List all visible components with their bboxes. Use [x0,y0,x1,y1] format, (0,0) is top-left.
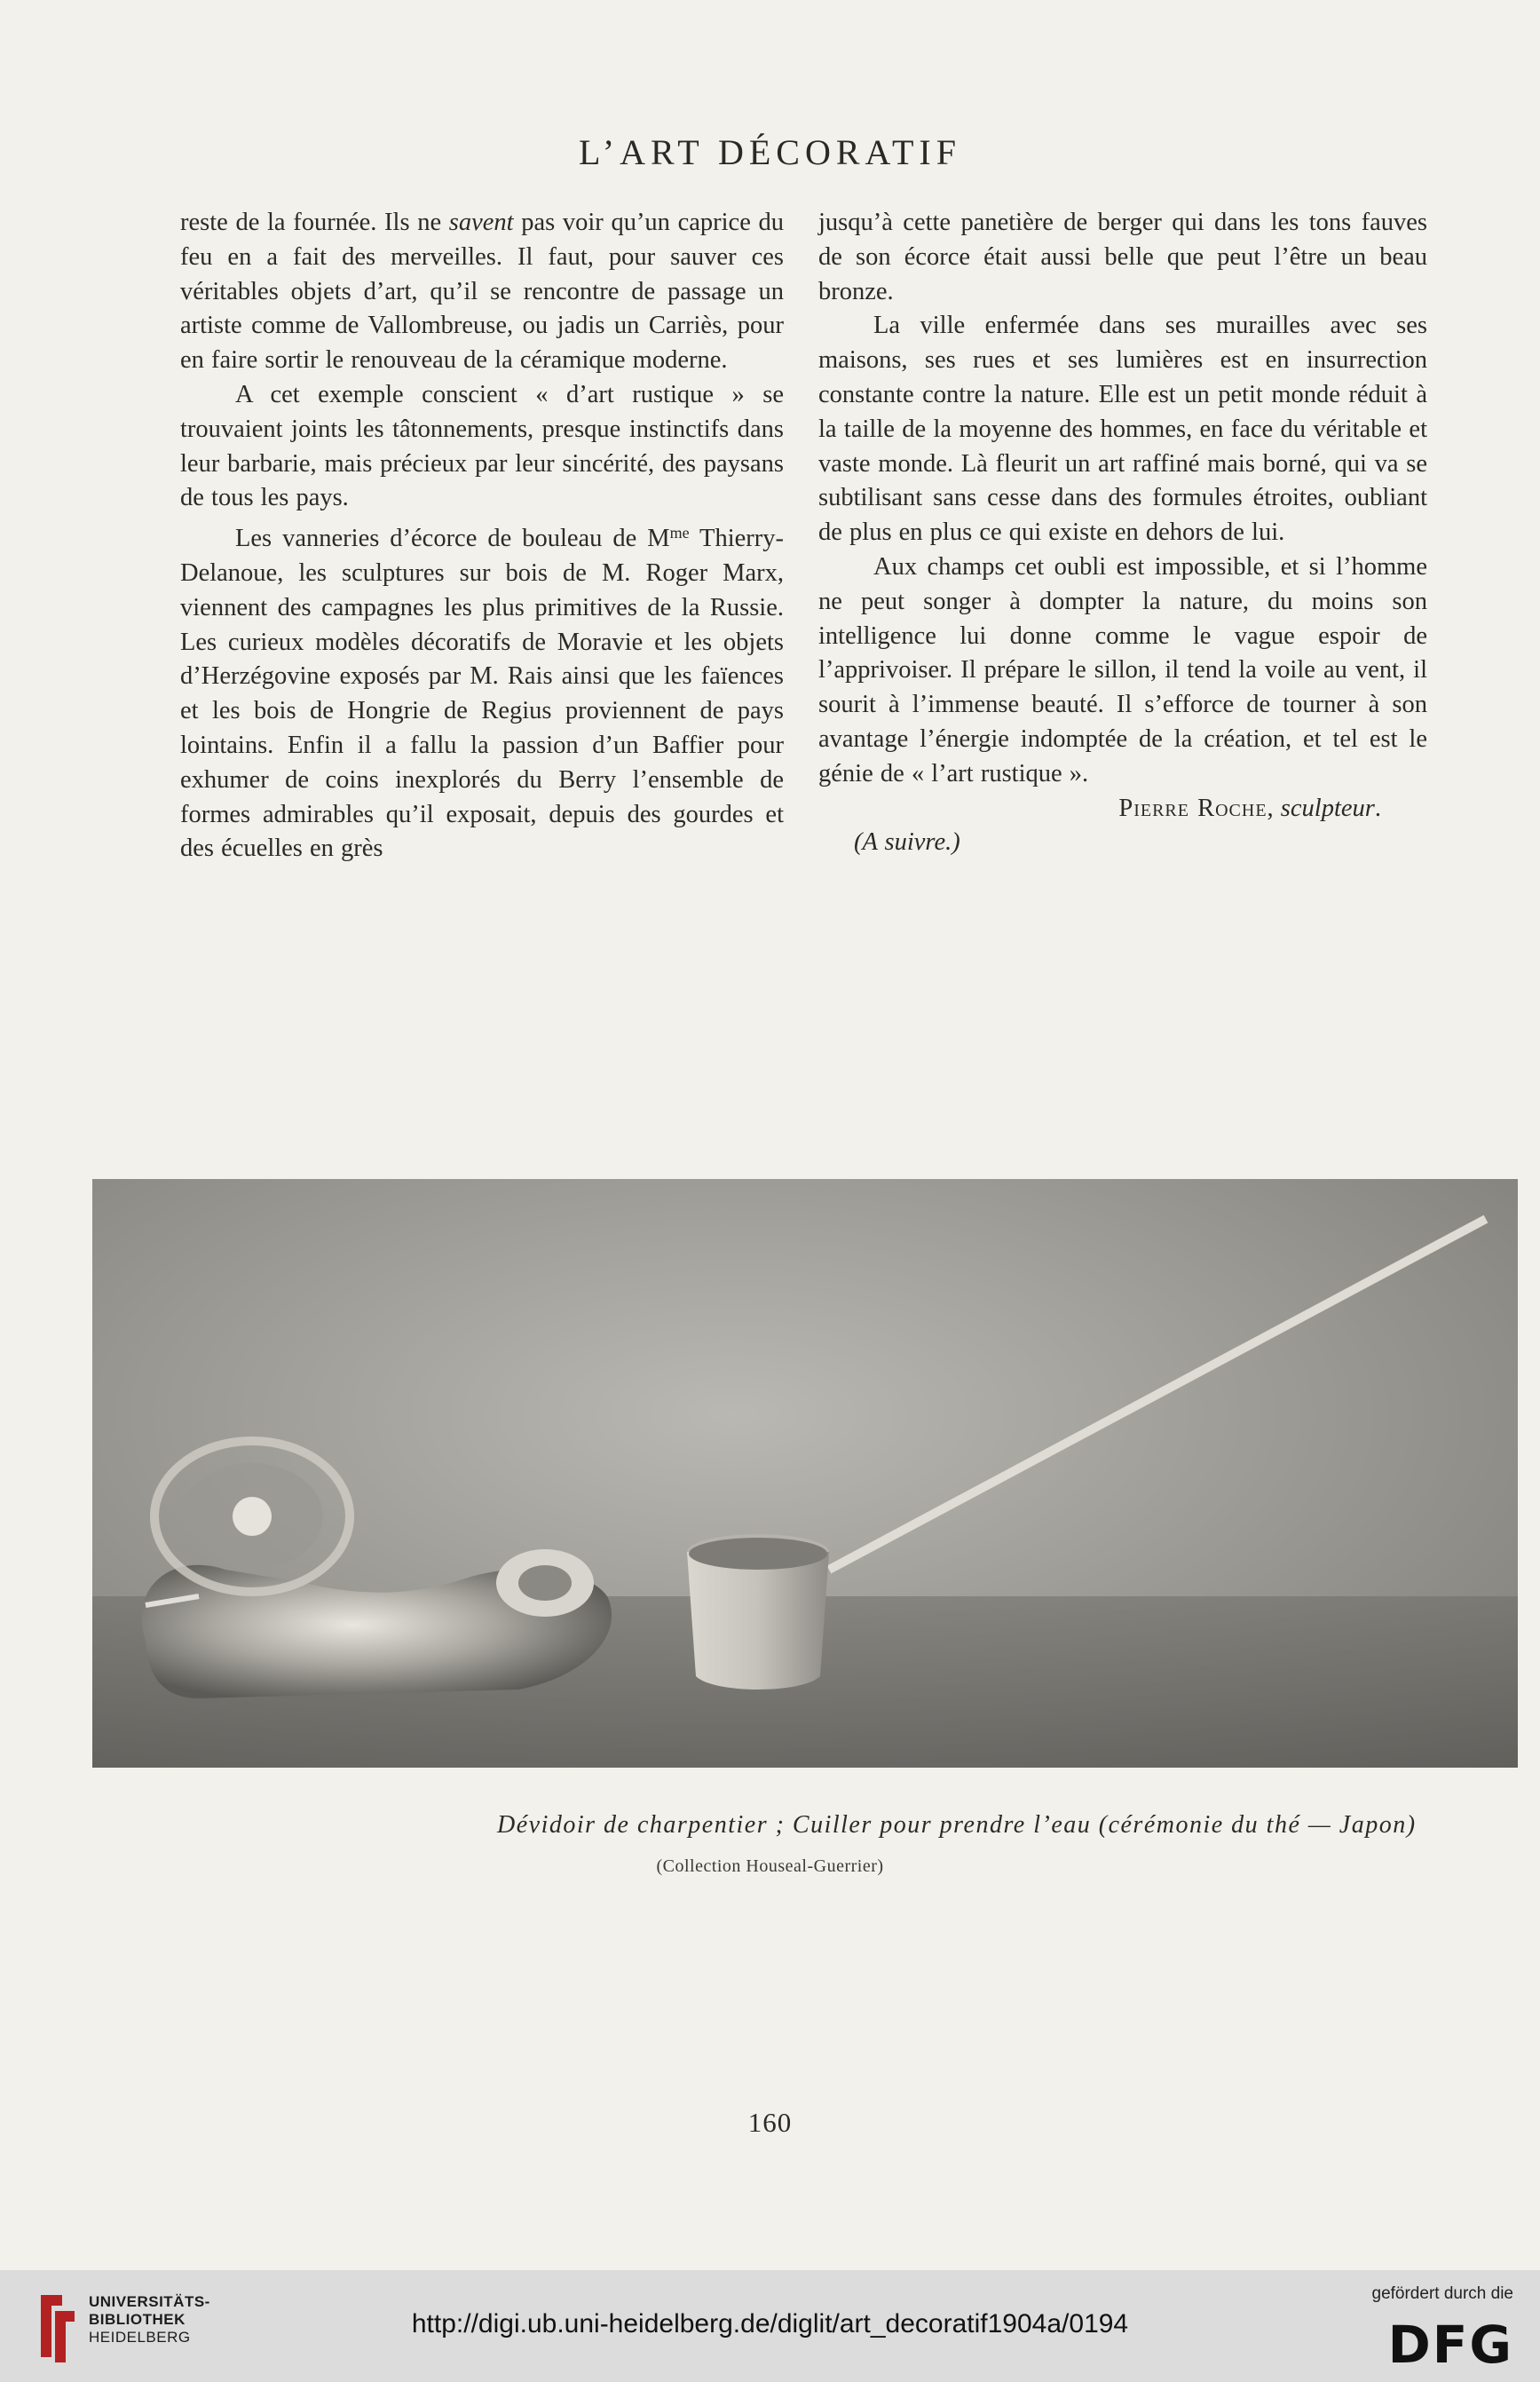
left-paragraph-2: A cet exemple conscient « d’art rustique » se trouvaient joints les tâtonnements, presque instinctifs dans leur barbarie, mais précieux par leur sincérité, des paysans de tous les pays. [180,380,784,512]
carpenter-reel [142,1441,612,1698]
left-column [180,206,784,867]
to-be-continued: (A suivre.) [854,828,960,857]
dfg-logo: DFG [1387,2315,1513,2375]
source-url[interactable]: http://digi.ub.uni-heidelberg.de/diglit/art_decoratif1904a/0194 [411,2309,1129,2338]
running-title: L’ART DÉCORATIF [579,132,961,172]
right-paragraph-3: Aux champs cet oubli est impossible, et si l’homme ne peut songer à dompter la nature, du moins son intelligence lui donne comme le vague espoir de l’apprivoiser. Il prépare le sillon, il tend la voile au vent, il sourit à l’immense beauté. Il s’efforce de tourner à son avantage l’énergie indomptée de la création, et tel est le génie de « l’art rustique ». [818,552,1427,787]
page-number: 160 [747,2107,793,2138]
emphasis-savent: savent [448,209,514,236]
figure-credit: (Collection Houseal-Guerrier) [656,1856,884,1876]
library-name: UNIVERSITÄTS- BIBLIOTHEK HEIDELBERG [89,2293,210,2346]
author-name: Pierre Roche [1118,794,1268,822]
funded-by-text: gefördert durch die [1371,2284,1513,2303]
left-paragraph-1: reste de la fournée. Ils ne savent pas voir qu’un caprice du feu en a fait des merveilles. Il faut, pour sauver ces véritables objets d’art, qu’il se rencontre de passage un artiste comme de Vallombreuse, ou jadis un Carriès, pour en faire sortir le renouveau de la céramique moderne. [180,209,785,375]
right-paragraph-1: jusqu’à cette panetière de berger qui dans les tons fauves de son écorce était aussi belle que peut l’être un beau bronze. [818,209,1427,305]
figure-photograph [92,1179,1518,1768]
right-paragraph-2: La ville enfermée dans ses murailles avec ses maisons, ses rues et ses lumières est en insurrection constante contre la nature. Elle est un petit monde réduit à la taille de la moyenne des hommes, en face du véritable et vaste monde. Là fleurit un art raffiné mais borné, qui va se subtilisant sans cesse dans des formules étroites, oubliant de plus en plus ce qui existe en dehors de lui. [818,312,1427,547]
right-column [818,206,1427,860]
author-role: sculpteur [1280,794,1375,822]
digitization-footer [0,2270,1540,2382]
photo-illustration [92,1179,1518,1768]
author-signature: Pierre Roche, sculpteur. [1118,794,1381,822]
left-paragraph-3: Les vanneries d’écorce de bouleau de $M^{me}$ Thierry-Delanoue, les sculptures sur bois de M. Roger Marx, viennent des campagnes les plus primitives de la Russie. Les curieux modèles décoratifs de Moravie et les objets d’Herzégovine exposés par M. Rais ainsi que les faïences et les bois de Hongrie de Regius proviennent de pays lointains. Enfin il a fallu la passion d’un Baffier pour exhumer de coins inexplorés du Berry l’ensemble de formes admirables qu’il exposait, depuis des gourdes et des écuelles en grès [180,524,784,863]
figure-caption: Dévidoir de charpentier ; Cuiller pour prendre l’eau (cérémonie du thé — Japon) [497,1811,1417,1839]
